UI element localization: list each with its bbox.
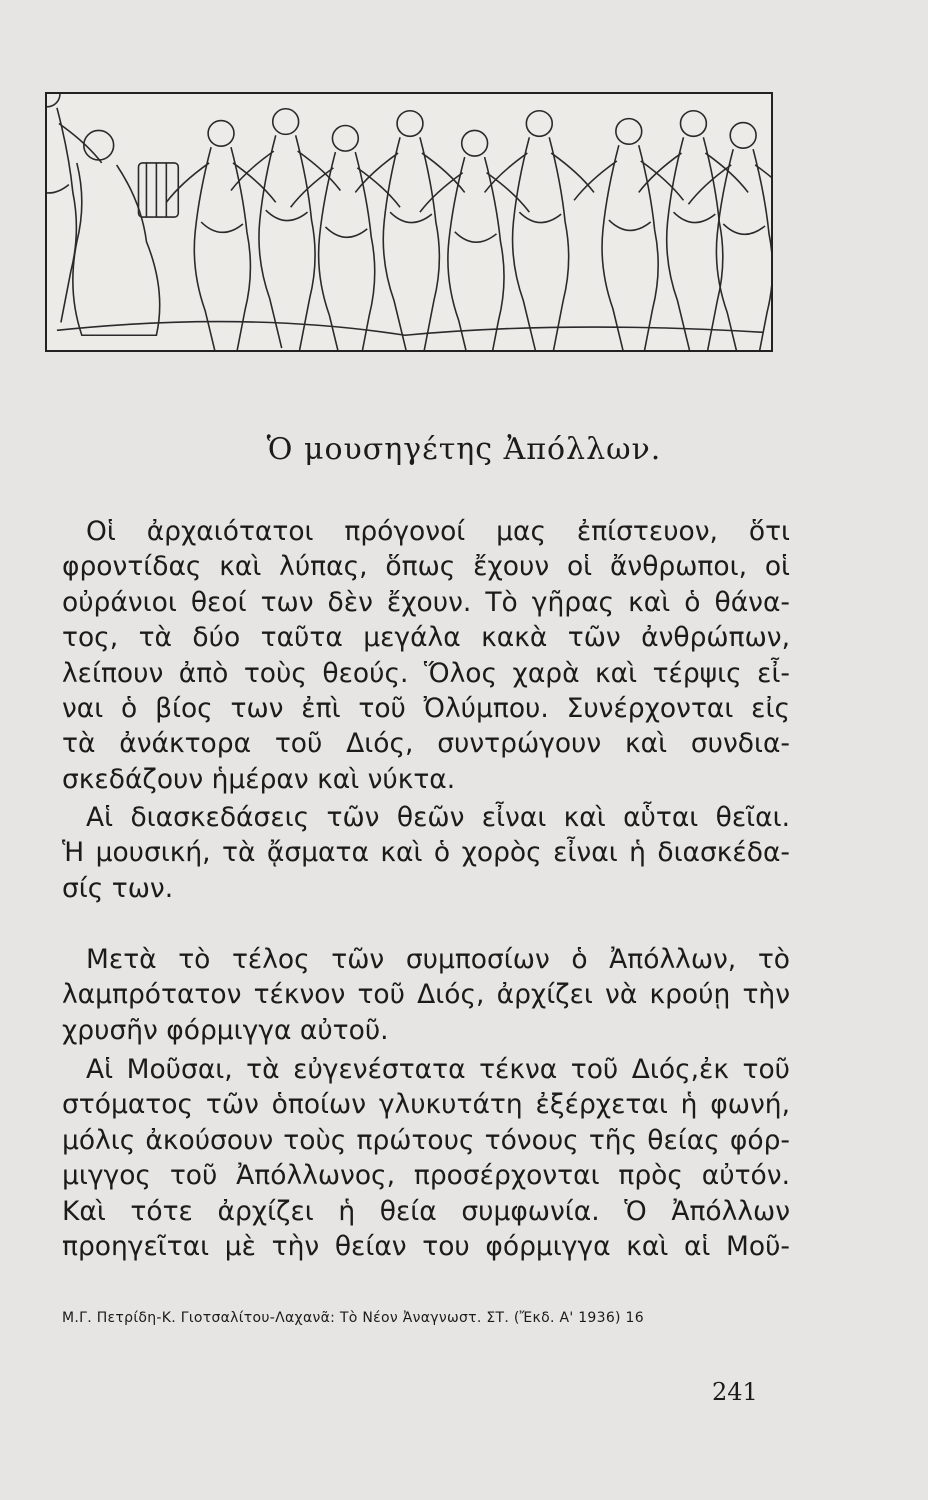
text-line: Αἱ Μοῦσαι, τὰ εὐγενέστατα τέκνα τοῦ Διός,ἐκ τοῦ	[86, 1054, 790, 1085]
paragraph	[62, 514, 790, 797]
text-line: Οἱ ἀρχαιότατοι πρόγονοί μας ἐπίστευον, ὅτι	[86, 516, 790, 547]
text-line: μόλις ἀκούσουν τοὺς πρώτους τόνους τῆς θείας φόρ-	[62, 1124, 790, 1156]
text-line: σίς των.	[62, 872, 174, 904]
text-line: Ἡ μουσική, τὰ ᾄσματα καὶ ὁ χορὸς εἶναι ἡ διασκέδα-	[62, 837, 790, 869]
text-line: φροντίδας καὶ λύπας, ὅπως ἔχουν οἱ ἄνθρωποι, οἱ	[62, 551, 790, 583]
page-number: 241	[712, 1378, 758, 1406]
paragraph	[62, 1052, 790, 1264]
footer-citation: Μ.Γ. Πετρίδη-Κ. Γιοτσαλίτου-Λαχανᾶ: Τὸ Νέον Ἀναγνωστ. ΣΤ. (Ἔκδ. Α' 1936) 16	[62, 1310, 644, 1326]
page-title: Ὁ μουσηγέτης Ἀπόλλων.	[266, 432, 662, 467]
text-line: χρυσῆν φόρμιγγα αὐτοῦ.	[62, 1014, 389, 1046]
frieze-illustration	[45, 92, 773, 352]
text-line: τος, τὰ δύο ταῦτα μεγάλα κακὰ τῶν ἀνθρώπων,	[62, 622, 790, 654]
text-line: Μετὰ τὸ τέλος τῶν συμποσίων ὁ Ἀπόλλων, τὸ	[86, 944, 790, 975]
text-line: Καὶ τότε ἀρχίζει ἡ θεία συμφωνία. Ὁ Ἀπόλλων	[62, 1195, 790, 1227]
text-line: στόματος τῶν ὁποίων γλυκυτάτη ἐξέρχεται ἡ φωνή,	[62, 1089, 790, 1121]
dancing-muses-frieze-illustration	[47, 94, 771, 350]
paragraph	[62, 800, 790, 906]
paragraph	[62, 942, 790, 1048]
text-line: ναι ὁ βίος των ἐπὶ τοῦ Ὀλύμπου. Συνέρχονται εἰς	[62, 692, 790, 724]
text-line: οὐράνιοι θεοί των δὲν ἔχουν. Τὸ γῆρας καὶ ὁ θάνα-	[62, 586, 790, 618]
text-line: σκεδάζουν ἡμέραν καὶ νύκτα.	[62, 763, 456, 795]
text-line: λείπουν ἀπὸ τοὺς θεούς. Ὅλος χαρὰ καὶ τέρψις εἶ-	[62, 657, 790, 689]
text-line: προηγεῖται μὲ τὴν θείαν του φόρμιγγα καὶ αἱ Μοῦ-	[62, 1230, 790, 1262]
text-line: λαμπρότατον τέκνον τοῦ Διός, ἀρχίζει νὰ κρούῃ τὴν	[62, 979, 790, 1011]
text-line: μιγγος τοῦ Ἀπόλλωνος, προσέρχονται πρὸς αὐτόν.	[62, 1160, 790, 1192]
text-line: Αἱ διασκεδάσεις τῶν θεῶν εἶναι καὶ αὗται θεῖαι.	[86, 802, 790, 833]
text-line: τὰ ἀνάκτορα τοῦ Διός, συντρώγουν καὶ συνδια-	[62, 728, 790, 760]
